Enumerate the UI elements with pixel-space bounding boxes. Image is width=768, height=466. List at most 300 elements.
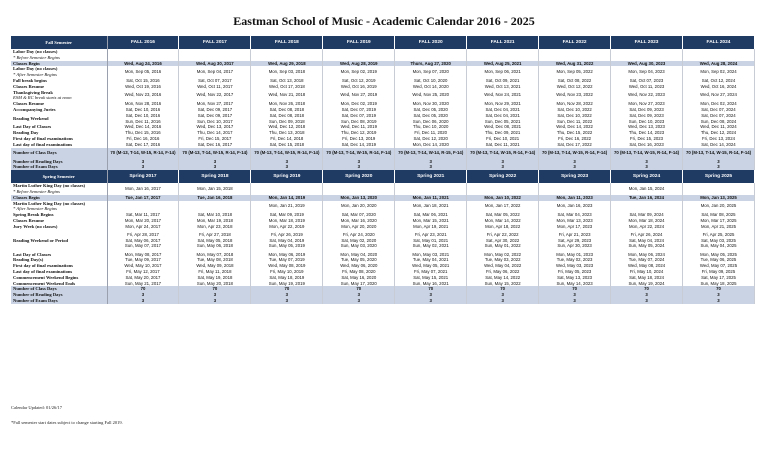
term-heading: FALL 2019 — [323, 36, 395, 49]
date-cell: Mon, Jan 15, 2024 — [611, 183, 683, 195]
date-cell: 3 — [395, 164, 467, 170]
date-line: Fri, Apr 26, 2024 — [630, 231, 663, 237]
row-label — [11, 183, 107, 195]
date-cell: Mon, Mar 13, 2023 — [539, 218, 611, 224]
date-cell: Mon, Jan 21, 2019 — [251, 201, 323, 213]
date-line: Fri, Apr 22, 2022 — [486, 231, 519, 237]
date-cell: Tue, Jan 16, 2024 — [611, 195, 683, 201]
date-cell: 3 — [251, 164, 323, 170]
date-cell — [323, 183, 395, 195]
term-heading: FALL 2024 — [683, 36, 755, 49]
date-cell: 70 (M-13, T-14, W-15, R-14, F-14) — [683, 148, 755, 159]
row-label-text: Jury Week (no classes) — [13, 223, 58, 229]
date-cell: 3 — [323, 292, 395, 298]
row-label — [11, 49, 107, 61]
date-cell — [611, 230, 683, 252]
date-cell: 70 (M-13, T-14, W-15, R-14, F-14) — [539, 148, 611, 159]
date-cell: Thu, Dec 14, 2017 — [179, 130, 251, 136]
date-cell: Fri, May 06, 2022 — [467, 269, 539, 275]
date-cell: 3 — [179, 164, 251, 170]
row-label-text: Classes Resume — [13, 217, 45, 223]
date-cell: Wed, Dec 13, 2023 — [611, 124, 683, 130]
date-cell: Sat, Dec 15, 2018 — [251, 142, 323, 148]
date-cell: Fri, May 08, 2020 — [323, 269, 395, 275]
date-line: Sat, Dec 04, 2021 — [485, 112, 520, 118]
date-cell: 3 — [611, 159, 683, 165]
date-line: Sun, May 05, 2024 — [628, 243, 665, 249]
date-cell: Mon, Nov 27, 2017 — [179, 101, 251, 107]
date-cell — [611, 201, 683, 213]
date-cell — [179, 201, 251, 213]
date-cell: Mon, Jan 17, 2022 — [467, 201, 539, 213]
disclaimer-note: *Fall semester start dates subject to change starting Fall 2019. — [11, 420, 123, 425]
date-cell: 3 — [251, 159, 323, 165]
date-line: Sat, May 04, 2019 — [269, 237, 305, 243]
date-cell — [611, 49, 683, 61]
date-cell: Wed, May 06, 2020 — [323, 263, 395, 269]
date-cell: Sat, Dec 12, 2020 — [395, 136, 467, 142]
date-cell: Wed, Aug 24, 2016 — [107, 61, 179, 67]
date-cell: Wed, Oct 11, 2017 — [179, 84, 251, 90]
row-label-text: Thanksgiving Break — [13, 89, 53, 95]
date-cell: Mon, Apr 17, 2023 — [539, 224, 611, 230]
date-cell: 3 — [107, 164, 179, 170]
date-cell: Fri, Dec 16, 2022 — [539, 136, 611, 142]
date-cell: Fri, May 09, 2025 — [683, 269, 755, 275]
date-cell: Mon, Nov 29, 2021 — [467, 101, 539, 107]
date-cell: 3 — [683, 292, 755, 298]
date-cell: Mon, Jan 14, 2019 — [251, 195, 323, 201]
date-cell: Sun, May 17, 2020 — [323, 281, 395, 287]
date-cell: Mon, Jan 11, 2021 — [395, 195, 467, 201]
date-cell: Wed, May 08, 2019 — [251, 263, 323, 269]
date-cell: 3 — [323, 298, 395, 304]
date-line: Sun, Dec 06, 2020 — [412, 118, 449, 124]
date-cell — [107, 113, 179, 125]
table-row — [11, 148, 755, 159]
date-cell: Wed, Aug 31, 2022 — [539, 61, 611, 67]
date-cell: Wed, Dec 14, 2016 — [107, 124, 179, 130]
date-cell: Sat, Dec 08, 2018 — [251, 107, 323, 113]
date-cell: Mon, Dec 02, 2019 — [323, 101, 395, 107]
date-cell — [251, 230, 323, 252]
row-label-text: Reading Day(s) — [13, 257, 44, 263]
date-cell: Wed, Nov 24, 2021 — [467, 90, 539, 102]
date-cell: Sat, May 16, 2020 — [323, 275, 395, 281]
page-title: Eastman School of Music - Academic Calendar 2016 - 2025 — [233, 14, 535, 28]
row-label-text: Number of Exam Days — [13, 297, 58, 303]
date-cell: 70 — [107, 286, 179, 292]
date-cell: Wed, Aug 25, 2021 — [467, 61, 539, 67]
row-label-text: Reading Weekend — [13, 115, 49, 121]
fall-header-row — [11, 36, 755, 49]
date-cell: Thu, Dec 12, 2024 — [683, 130, 755, 136]
table-row — [11, 183, 755, 195]
date-cell — [179, 230, 251, 252]
date-cell: Mon, Mar 20, 2017 — [107, 218, 179, 224]
date-line: Sat, Dec 05, 2020 — [413, 112, 448, 118]
date-line: Sat, Dec 10, 2016 — [125, 112, 161, 118]
date-cell: Fri, Dec 11, 2020 — [395, 130, 467, 136]
date-cell: 70 — [179, 286, 251, 292]
row-label-text: Number of Class Days — [13, 150, 57, 156]
date-cell: Fri, Dec 13, 2024 — [683, 136, 755, 142]
date-line: Sun, May 05, 2019 — [268, 243, 305, 249]
date-cell: Thu, Dec 15, 2016 — [107, 130, 179, 136]
date-cell: Mon, Jan 16, 2023 — [539, 201, 611, 213]
row-label-text: Commencement Weekend Begins — [13, 274, 79, 280]
date-cell: 3 — [467, 298, 539, 304]
date-cell: Mon, Apr 20, 2020 — [323, 224, 395, 230]
date-cell: Thurs, Aug 27, 2020 — [395, 61, 467, 67]
date-cell: Wed, May 05, 2021 — [395, 263, 467, 269]
row-label-text: Reading Weekend or Period — [13, 237, 69, 243]
date-cell: Mon, May 03, 2021 — [395, 252, 467, 258]
date-cell: Fri, May 05, 2023 — [539, 269, 611, 275]
date-cell — [107, 49, 179, 61]
date-cell: Wed, May 10, 2017 — [107, 263, 179, 269]
date-line: Fri, Apr 28, 2017 — [127, 231, 159, 237]
term-heading: Spring 2023 — [539, 170, 611, 183]
date-cell: Wed, May 08, 2024 — [611, 263, 683, 269]
date-cell: Sat, May 17, 2025 — [683, 275, 755, 281]
date-cell: Fri, Dec 15, 2023 — [611, 136, 683, 142]
row-label-text: Last day of final examinations — [13, 268, 73, 274]
date-cell: 3 — [611, 292, 683, 298]
date-cell: Sun, May 15, 2022 — [467, 281, 539, 287]
date-cell: Tue, May 06, 2025 — [683, 257, 755, 263]
date-cell: 3 — [107, 159, 179, 165]
date-cell: Sat, May 20, 2017 — [107, 275, 179, 281]
date-cell: Mon, Mar 14, 2022 — [467, 218, 539, 224]
date-cell: 3 — [107, 292, 179, 298]
date-cell: Wed, Nov 22, 2017 — [179, 90, 251, 102]
date-cell — [179, 49, 251, 61]
date-cell: Wed, Aug 30, 2017 — [179, 61, 251, 67]
date-cell: Wed, Aug 28, 2019 — [323, 61, 395, 67]
date-cell: Sat, Dec 17, 2022 — [539, 142, 611, 148]
date-line: Sun, Dec 11, 2016 — [125, 118, 161, 124]
date-cell: Wed, Nov 22, 2023 — [611, 90, 683, 102]
date-cell: 3 — [395, 292, 467, 298]
date-cell: Sat, May 15, 2021 — [395, 275, 467, 281]
date-cell: Sat, Mar 09, 2024 — [611, 212, 683, 218]
date-cell: Mon, Dec 02, 2024 — [683, 101, 755, 107]
date-cell — [251, 113, 323, 125]
date-cell: Fri, Dec 10, 2021 — [467, 136, 539, 142]
date-cell: 3 — [683, 298, 755, 304]
date-cell: Sun, May 18, 2025 — [683, 281, 755, 287]
date-cell: Mon, Jan 11, 2023 — [539, 195, 611, 201]
date-cell — [467, 113, 539, 125]
date-cell: Thu, Dec 13, 2018 — [251, 130, 323, 136]
date-line: Sun, May 01, 2022 — [484, 243, 521, 249]
date-cell: Mon, Apr 22, 2019 — [251, 224, 323, 230]
date-cell — [395, 49, 467, 61]
date-cell: Mon, May 07, 2018 — [179, 252, 251, 258]
row-label-text: Fall break begins — [13, 77, 47, 83]
table-row — [11, 90, 755, 102]
date-cell: Mon, Nov 28, 2022 — [539, 101, 611, 107]
date-cell: Mon, Dec 14, 2020 — [395, 142, 467, 148]
date-line: Sat, May 03, 2025 — [701, 237, 736, 243]
date-line: Sat, May 01, 2021 — [413, 237, 449, 243]
date-cell — [323, 113, 395, 125]
date-line: Sat, Dec 07, 2019 — [341, 112, 376, 118]
date-cell: Sun, May 20, 2018 — [179, 281, 251, 287]
date-cell: Mon, Sep 06, 2021 — [467, 66, 539, 78]
term-heading: FALL 2023 — [611, 36, 683, 49]
date-cell: Sat, Dec 04, 2021 — [467, 107, 539, 113]
row-label-text: Labor Day (no classes) — [13, 49, 58, 54]
date-cell: Mon, Mar 15, 2021 — [395, 218, 467, 224]
date-cell: Sat, Oct 08, 2022 — [539, 78, 611, 84]
date-cell: Wed, May 04, 2022 — [467, 263, 539, 269]
date-cell: Tue, Jan 17, 2017 — [107, 195, 179, 201]
date-cell: Wed, May 09, 2018 — [179, 263, 251, 269]
date-cell: 3 — [611, 298, 683, 304]
date-cell — [179, 113, 251, 125]
date-cell: Wed, Nov 27, 2019 — [323, 90, 395, 102]
date-cell: Mon, Apr 24, 2017 — [107, 224, 179, 230]
date-cell: Mon, Sep 04, 2023 — [611, 66, 683, 78]
date-cell: Tue, May 03, 2022 — [467, 257, 539, 263]
date-line: Fri, Apr 24, 2020 — [342, 231, 375, 237]
date-cell: Mon, Sep 03, 2018 — [251, 66, 323, 78]
date-cell — [539, 230, 611, 252]
date-cell: 3 — [179, 159, 251, 165]
date-cell: 3 — [107, 298, 179, 304]
date-cell: Sat, Dec 07, 2019 — [323, 107, 395, 113]
date-cell: Wed, Nov 23, 2022 — [539, 90, 611, 102]
date-cell: Sat, Oct 10, 2020 — [395, 78, 467, 84]
date-cell — [323, 230, 395, 252]
date-cell: Mon, May 08, 2017 — [107, 252, 179, 258]
date-cell: 3 — [323, 164, 395, 170]
date-cell: 3 — [539, 159, 611, 165]
term-heading: Spring 2025 — [683, 170, 755, 183]
date-cell: Sat, May 14, 2022 — [467, 275, 539, 281]
table-row — [11, 49, 755, 61]
term-heading: Spring 2022 — [467, 170, 539, 183]
fall-semester-heading: Fall Semester — [11, 36, 107, 49]
term-heading: Spring 2017 — [107, 170, 179, 183]
date-cell: 70 (M-13, T-14, W-15, R-14, F-14) — [467, 148, 539, 159]
row-label-text: Last day of final examinations — [13, 141, 73, 147]
date-line: Sun, Dec 11, 2022 — [556, 118, 593, 124]
date-line: Sat, May 04, 2024 — [629, 237, 664, 243]
date-cell: Fri, May 11, 2018 — [179, 269, 251, 275]
table-row — [11, 113, 755, 125]
table-row — [11, 298, 755, 304]
date-cell: Mon, Sep 02, 2019 — [323, 66, 395, 78]
date-line: Sun, Dec 10, 2023 — [628, 118, 665, 124]
date-line: Sun, May 02, 2021 — [412, 243, 449, 249]
date-cell: Sun, May 21, 2017 — [107, 281, 179, 287]
term-heading: FALL 2020 — [395, 36, 467, 49]
date-cell: Wed, Dec 08, 2021 — [467, 124, 539, 130]
date-cell: Thu, Dec 15, 2022 — [539, 130, 611, 136]
date-cell: 3 — [683, 159, 755, 165]
date-cell: Sat, Oct 12, 2024 — [683, 78, 755, 84]
date-line: Fri, Apr 23, 2021 — [414, 231, 447, 237]
date-cell: Sat, Dec 14, 2024 — [683, 142, 755, 148]
date-cell: Sat, Mar 08, 2025 — [683, 212, 755, 218]
date-cell: Mon, Mar 18, 2019 — [251, 218, 323, 224]
date-cell — [107, 230, 179, 252]
date-cell — [395, 230, 467, 252]
spring-header-row — [11, 170, 755, 183]
date-cell: 3 — [395, 298, 467, 304]
date-cell: Thu, Dec 10, 2020 — [395, 124, 467, 130]
row-label-text: Accompanying Juries — [13, 106, 56, 112]
row-label-text: Spring Break Begins — [13, 212, 54, 218]
date-cell — [251, 183, 323, 195]
date-cell: 70 (M-13, T-14, W-14, R-15, F-14) — [395, 148, 467, 159]
date-cell: 3 — [539, 298, 611, 304]
date-cell: Sat, Mar 07, 2020 — [323, 212, 395, 218]
date-cell: 3 — [179, 298, 251, 304]
term-heading: Spring 2021 — [395, 170, 467, 183]
date-cell: Mon, Sep 04, 2017 — [179, 66, 251, 78]
row-label-text: Reading Day — [13, 130, 39, 136]
row-label-text: First day of final examinations — [13, 135, 73, 141]
date-cell — [683, 183, 755, 195]
date-cell: Sat, May 18, 2019 — [251, 275, 323, 281]
date-cell: Tue, May 07, 2019 — [251, 257, 323, 263]
date-cell: Wed, Oct 16, 2024 — [683, 84, 755, 90]
table-row — [11, 230, 755, 252]
date-cell: Wed, Dec 14, 2022 — [539, 124, 611, 130]
date-cell — [539, 49, 611, 61]
date-cell: Sat, Dec 10, 2016 — [107, 107, 179, 113]
date-cell: Tue, May 07, 2024 — [611, 257, 683, 263]
term-heading: FALL 2017 — [179, 36, 251, 49]
date-line: Sun, May 03, 2020 — [340, 243, 377, 249]
row-label-text: Classes Resume — [13, 83, 45, 89]
date-cell: Mon, Apr 18, 2022 — [467, 224, 539, 230]
date-cell: 70 — [683, 286, 755, 292]
date-cell: Mon, Sep 02, 2024 — [683, 66, 755, 78]
date-cell: Sat, Dec 17, 2016 — [107, 142, 179, 148]
date-cell: 3 — [539, 292, 611, 298]
date-cell: Mon, Mar 16, 2020 — [323, 218, 395, 224]
date-cell: Wed, Oct 14, 2020 — [395, 84, 467, 90]
date-cell: 70 — [611, 286, 683, 292]
date-cell: 70 (M-13, T-14, W-15, R-14, F-14) — [323, 148, 395, 159]
date-cell: Wed, May 07, 2025 — [683, 263, 755, 269]
date-cell: 70 — [323, 286, 395, 292]
date-cell: 70 — [251, 286, 323, 292]
row-label-text: Last Day of Classes — [13, 251, 52, 257]
row-label — [11, 298, 107, 304]
date-cell: Fri, May 07, 2021 — [395, 269, 467, 275]
date-line: Sun, Dec 09, 2018 — [269, 118, 305, 124]
date-cell — [611, 113, 683, 125]
term-heading: FALL 2021 — [467, 36, 539, 49]
date-cell: Fri, Dec 13, 2019 — [323, 136, 395, 142]
date-cell: Sat, Oct 09, 2021 — [467, 78, 539, 84]
date-cell: Mon, Sep 05, 2022 — [539, 66, 611, 78]
date-cell — [539, 183, 611, 195]
date-cell: Sat, Dec 07, 2024 — [683, 107, 755, 113]
date-cell: Wed, Dec 12, 2018 — [251, 124, 323, 130]
date-line: Sat, May 05, 2018 — [197, 237, 233, 243]
row-label-text: Number of Reading Days — [13, 158, 63, 164]
date-cell: Wed, Aug 30, 2023 — [611, 61, 683, 67]
date-cell — [683, 49, 755, 61]
date-cell: Fri, May 10, 2019 — [251, 269, 323, 275]
date-cell: Mon, May 06, 2019 — [251, 252, 323, 258]
date-cell: Sat, Dec 16, 2017 — [179, 142, 251, 148]
date-cell: Mon, May 02, 2022 — [467, 252, 539, 258]
row-label-text: Last Day of Classes — [13, 124, 52, 130]
date-cell: Fri, Dec 16, 2016 — [107, 136, 179, 142]
date-cell: Wed, Dec 11, 2024 — [683, 124, 755, 130]
date-cell: Mon, Mar 19, 2018 — [179, 218, 251, 224]
table-row — [11, 66, 755, 78]
date-cell: Sun, May 16, 2021 — [395, 281, 467, 287]
row-label-text: Classes Begin — [13, 60, 40, 66]
row-label-text: Martin Luther King Day (no classes) — [13, 200, 86, 206]
date-line: Sun, Dec 08, 2019 — [340, 118, 377, 124]
row-label-text: Number of Class Days — [13, 286, 57, 292]
date-line: Sat, Dec 09, 2023 — [629, 112, 664, 118]
date-line: Sun, Apr 30, 2023 — [557, 243, 592, 249]
date-cell: Sat, Mar 10, 2018 — [179, 212, 251, 218]
date-cell: Sat, Mar 05, 2022 — [467, 212, 539, 218]
date-cell: 3 — [539, 164, 611, 170]
date-cell: Mon, May 01, 2023 — [539, 252, 611, 258]
date-cell: Wed, Nov 21, 2018 — [251, 90, 323, 102]
date-cell: Sat, Dec 05, 2020 — [395, 107, 467, 113]
date-cell: 3 — [251, 292, 323, 298]
date-cell — [539, 113, 611, 125]
date-cell: Wed, Nov 23, 2016 — [107, 90, 179, 102]
date-line: Sat, Dec 10, 2022 — [557, 112, 592, 118]
date-cell — [467, 183, 539, 195]
date-cell: Mon, Apr 22, 2024 — [611, 224, 683, 230]
date-cell: Mon, May 05, 2025 — [683, 252, 755, 258]
row-label — [11, 90, 107, 102]
date-cell: Mon, Sep 07, 2020 — [395, 66, 467, 78]
date-cell: Fri, Dec 14, 2018 — [251, 136, 323, 142]
term-heading: Spring 2019 — [251, 170, 323, 183]
date-cell: Mon, Nov 28, 2016 — [107, 101, 179, 107]
date-cell: Wed, Oct 19, 2016 — [107, 84, 179, 90]
date-cell: Mon, Jan 10, 2022 — [467, 195, 539, 201]
date-cell: Sat, Dec 11, 2021 — [467, 142, 539, 148]
table-row — [11, 201, 755, 213]
date-cell: Sun, May 19, 2024 — [611, 281, 683, 287]
date-line: Sat, Dec 08, 2018 — [269, 112, 305, 118]
date-line: Sun, May 07, 2017 — [124, 243, 161, 249]
date-cell: Fri, May 12, 2017 — [107, 269, 179, 275]
row-label-note: ESM & RC break starts at noon — [13, 95, 72, 101]
date-cell — [467, 49, 539, 61]
date-line: Sun, Dec 10, 2017 — [197, 118, 233, 124]
date-cell: Mon, Jan 20, 2025 — [683, 201, 755, 213]
date-cell: Sat, Mar 09, 2019 — [251, 212, 323, 218]
term-heading: FALL 2018 — [251, 36, 323, 49]
date-cell: Thu, Dec 09, 2021 — [467, 130, 539, 136]
date-cell — [467, 230, 539, 252]
date-cell: Mon, Jan 13, 2020 — [323, 195, 395, 201]
date-cell: Sat, Oct 12, 2019 — [323, 78, 395, 84]
date-cell: Mon, May 06, 2024 — [611, 252, 683, 258]
calendar-updated-note: Calendar Updated: 01/26/17 — [11, 405, 62, 410]
date-cell: Mon, Apr 21, 2025 — [683, 224, 755, 230]
